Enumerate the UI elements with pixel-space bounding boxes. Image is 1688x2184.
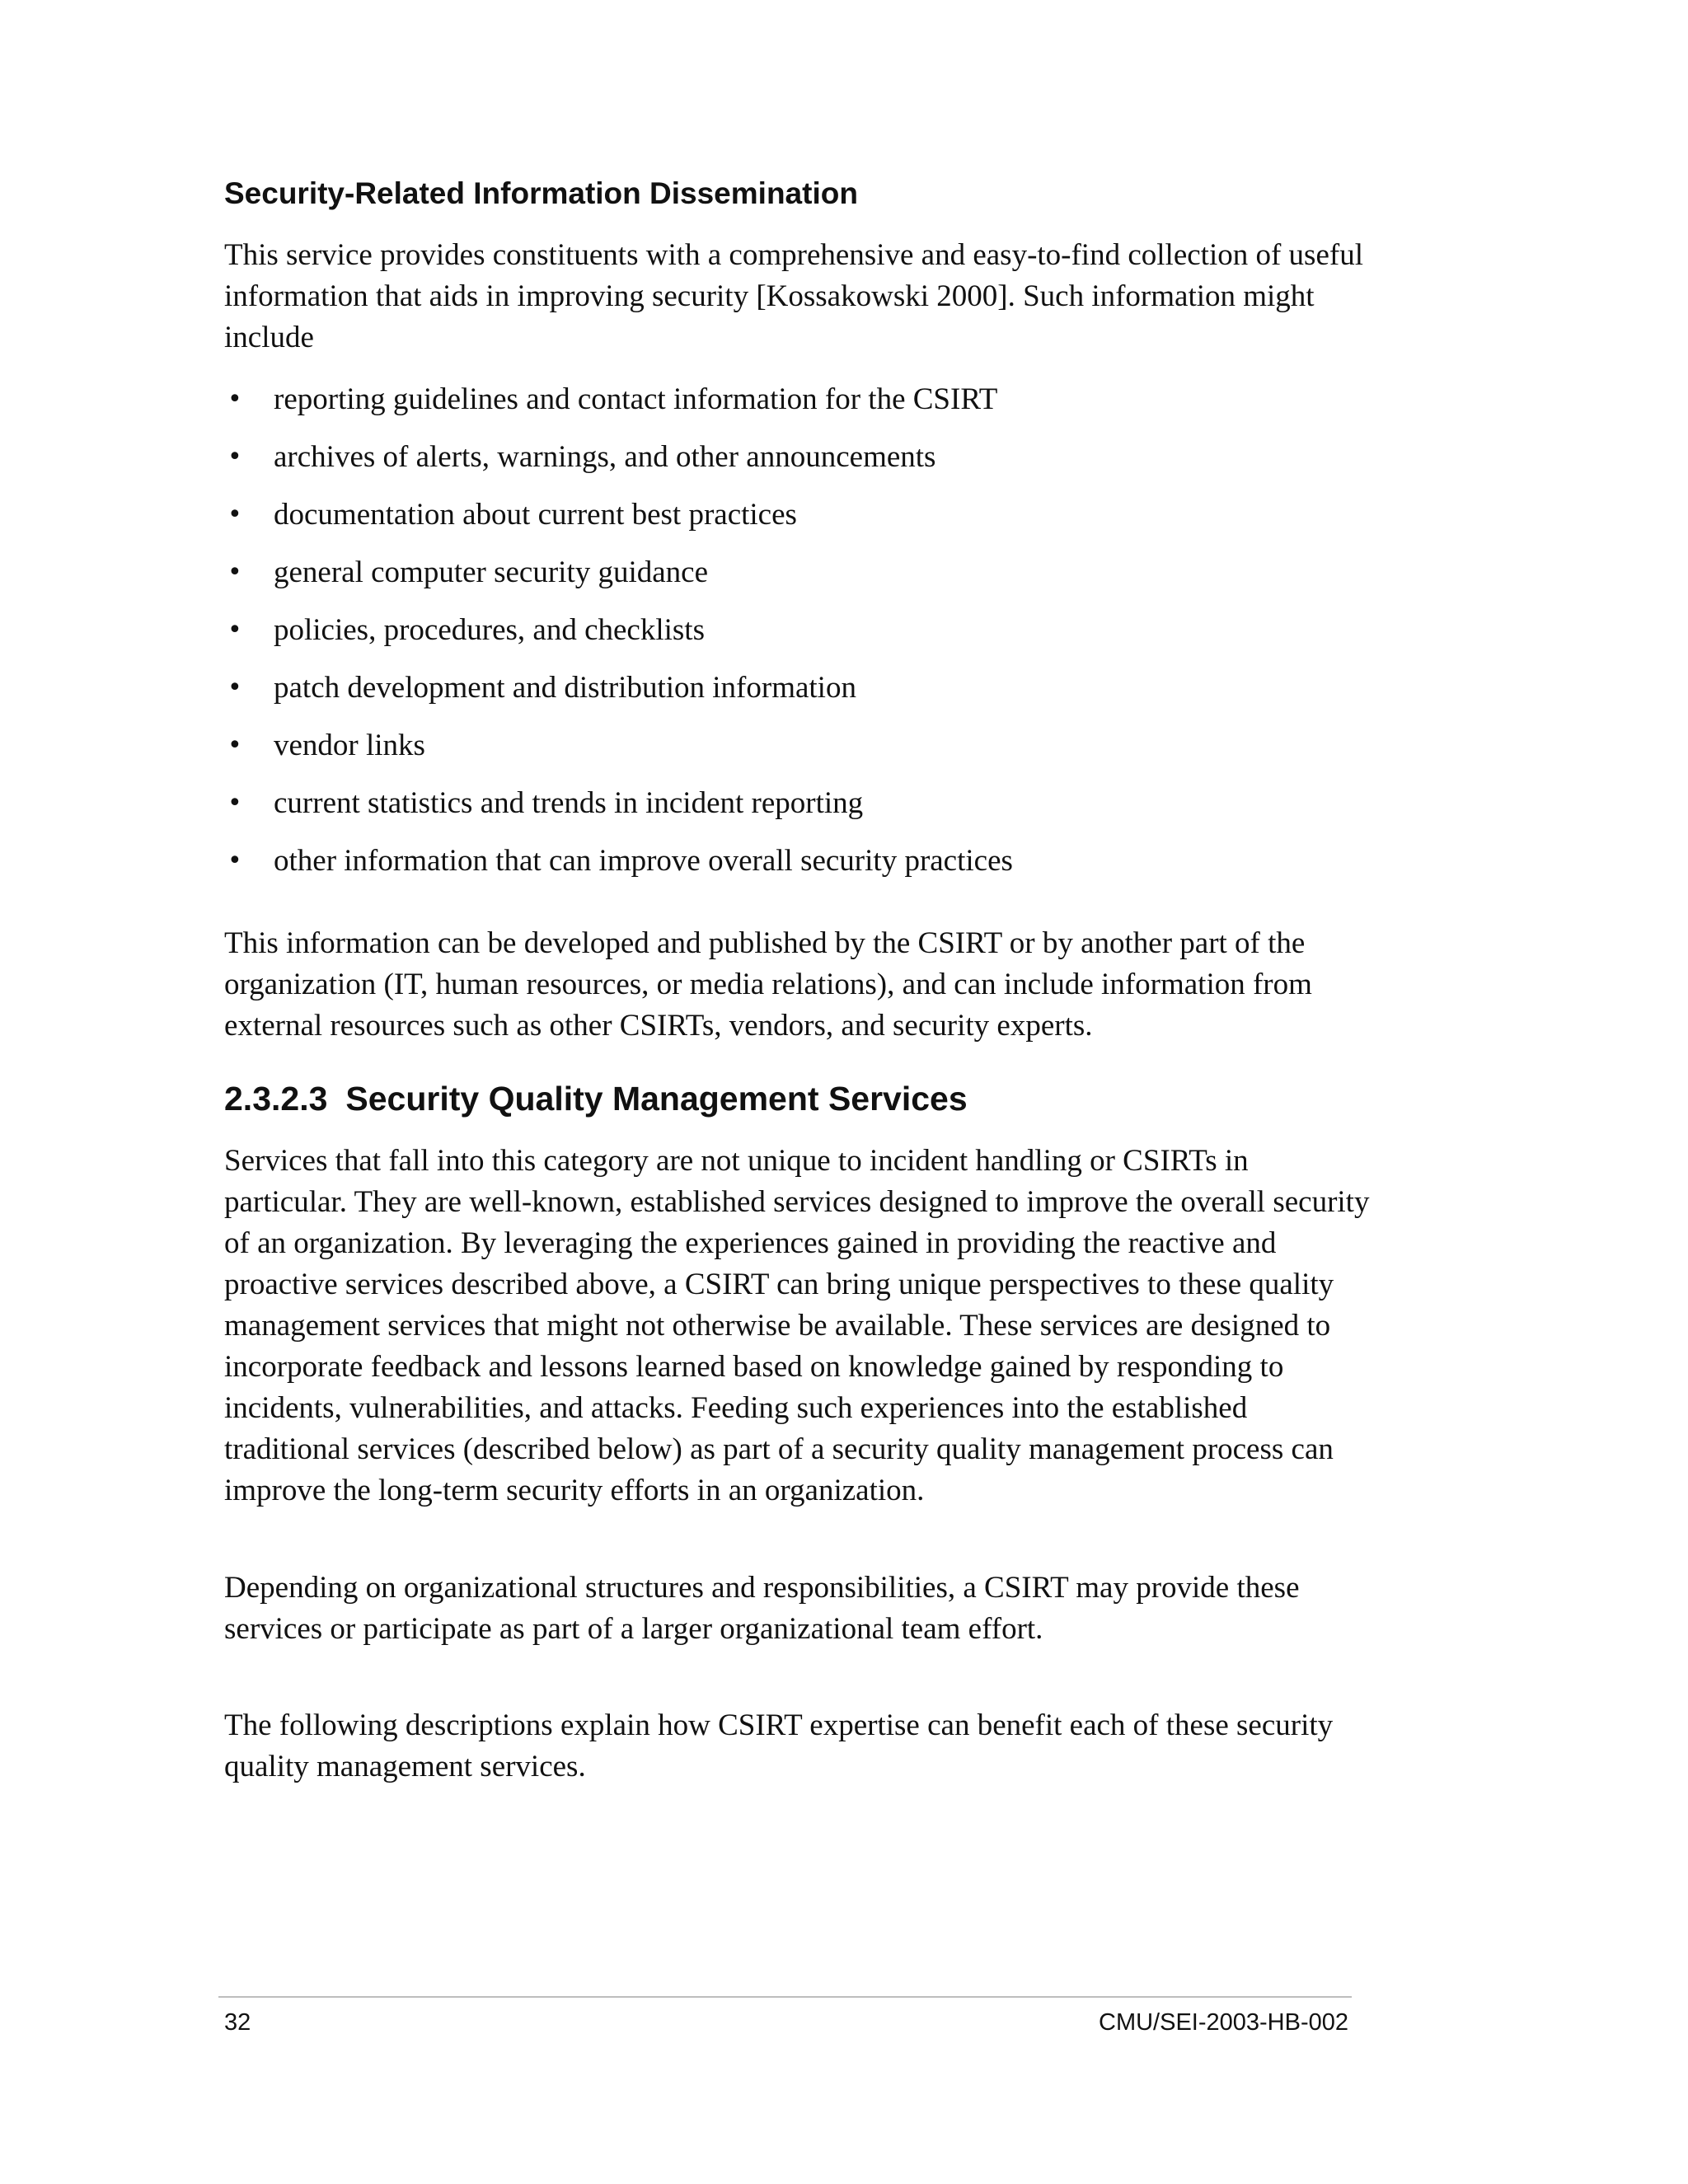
list-item-text: reporting guidelines and contact information for the CSIRT	[274, 382, 998, 416]
information-list	[224, 379, 1378, 882]
page-number: 32	[224, 2009, 251, 2036]
section-title: Security Quality Management Services	[345, 1080, 968, 1118]
section-number: 2.3.2.3	[224, 1080, 328, 1118]
section-paragraph: Services that fall into this category are not unique to incident handling or CSIRTs in particular. They are well-known, established services designed to improve the overall security of an organization. By leveraging the experiences gained in providing the reactive and proactive services described above, a CSIRT can bring unique perspectives to these quality management services that might not otherwise be available. These services are designed to incorporate feedback and lessons learned based on knowledge gained by responding to incidents, vulnerabilities, and attacks. Feeding such experiences into the established traditional services (described below) as part of a security quality management process can improve the long-term security efforts in an organization.	[224, 1144, 1370, 1507]
bullet-icon: •	[227, 385, 242, 414]
intro-paragraph: This service provides constituents with a comprehensive and easy-to-find collection of useful information that aids in improving security [Kossakowski 2000]. Such information might include	[224, 238, 1363, 354]
after-list-paragraph: This information can be developed and published by the CSIRT or by another part of the organization (IT, human resources, or media relations), and can include information from external resources such as other CSIRTs, vendors, and security experts.	[224, 926, 1312, 1043]
list-item-text: patch development and distribution information	[274, 671, 856, 705]
list-item-text: policies, procedures, and checklists	[274, 613, 705, 647]
list-item	[224, 668, 1378, 709]
list-item	[224, 379, 1378, 420]
list-item	[224, 783, 1378, 824]
bullet-icon: •	[227, 558, 242, 587]
bullet-icon: •	[227, 789, 242, 818]
bullet-icon: •	[227, 443, 242, 471]
list-item	[224, 725, 1378, 766]
section-heading	[224, 1076, 1378, 1122]
section-paragraph: Depending on organizational structures and responsibilities, a CSIRT may provide these services or participate as part of a larger organizational team effort.	[224, 1571, 1300, 1646]
list-item-text: vendor links	[274, 729, 425, 762]
list-item-text: general computer security guidance	[274, 555, 709, 589]
list-item	[224, 841, 1378, 882]
list-item	[224, 494, 1378, 536]
list-item-text: documentation about current best practices	[274, 498, 797, 532]
list-item-text: other information that can improve overall security practices	[274, 844, 1013, 878]
bullet-icon: •	[227, 500, 242, 529]
footer-divider	[218, 1996, 1352, 1998]
list-item-text: archives of alerts, warnings, and other announcements	[274, 440, 936, 474]
bullet-icon: •	[227, 731, 242, 760]
list-item-text: current statistics and trends in incident reporting	[274, 786, 864, 820]
list-item	[224, 437, 1378, 478]
subsection-heading: Security-Related Information Dissemination	[224, 176, 858, 210]
bullet-icon: •	[227, 616, 242, 644]
page-content	[224, 173, 1378, 1788]
document-id: CMU/SEI-2003-HB-002	[1099, 2009, 1348, 2036]
bullet-icon: •	[227, 846, 242, 875]
section-paragraph: The following descriptions explain how CSIRT expertise can benefit each of these security quality management services.	[224, 1708, 1334, 1783]
list-item	[224, 610, 1378, 651]
bullet-icon: •	[227, 673, 242, 702]
list-item	[224, 552, 1378, 593]
